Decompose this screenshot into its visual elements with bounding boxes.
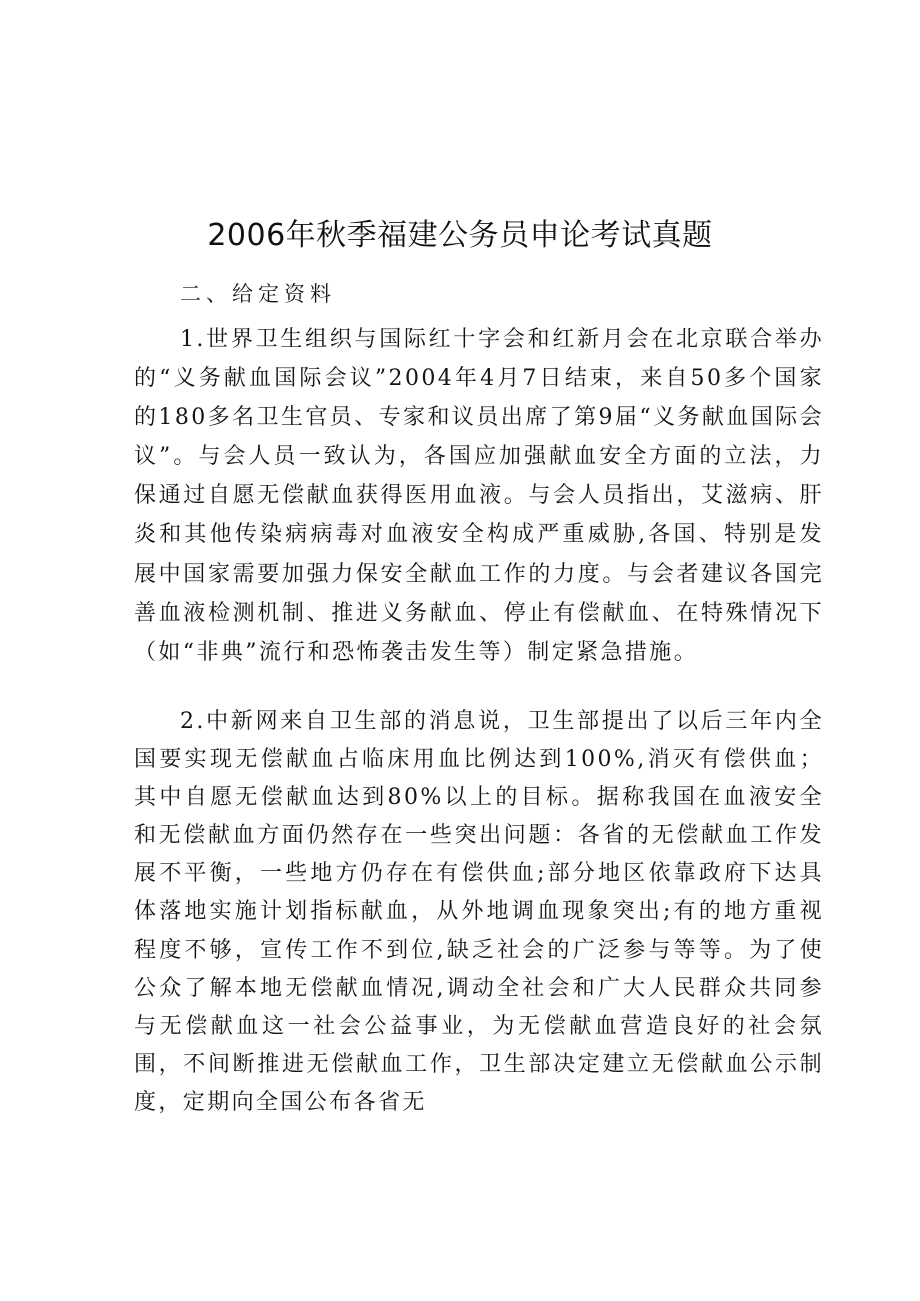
section-heading: 二、给定资料 <box>180 282 336 306</box>
paragraph-2: 2.中新网来自卫生部的消息说，卫生部提出了以后三年内全国要实现无偿献血占临床用血比例达到100%,消灭有偿供血；其中自愿无偿献血达到80%以上的目标。据称我国在血液安全和无偿献血方面仍然存在一些突出问题：各省的无偿献血工作发展不平衡，一些地方仍存在有偿供血;部分地区依靠政府下达具体落地实施计划指标献血，从外地调血现象突出;有的地方重视程度不够，宣传工作不到位,缺乏社会的广泛参与等等。为了使公众了解本地无偿献血情况,调动全社会和广大人民群众共同参与无偿献血这一社会公益事业，为无偿献血营造良好的社会氛围，不间断推进无偿献血工作，卫生部决定建立无偿献血公示制度，定期向全国公布各省无 <box>134 709 824 1115</box>
document-title: 2006年秋季福建公务员申论考试真题 <box>207 218 713 253</box>
paragraph-1: 1.世界卫生组织与国际红十字会和红新月会在北京联合举办的“义务献血国际会议”2004年4月7日结束，来自50多个国家的180多名卫生官员、专家和议员出席了第9届“义务献血国际会议”。与会人员一致认为，各国应加强献血安全方面的立法，力保通过自愿无偿献血获得医用血液。与会人员指出，艾滋病、肝炎和其他传染病病毒对血液安全构成严重威胁,各国、特别是发展中国家需要加强力保安全献血工作的力度。与会者建议各国完善血液检测机制、推进义务献血、停止有偿献血、在特殊情况下（如“非典”流行和恐怖袭击发生等）制定紧急措施。 <box>134 327 824 665</box>
